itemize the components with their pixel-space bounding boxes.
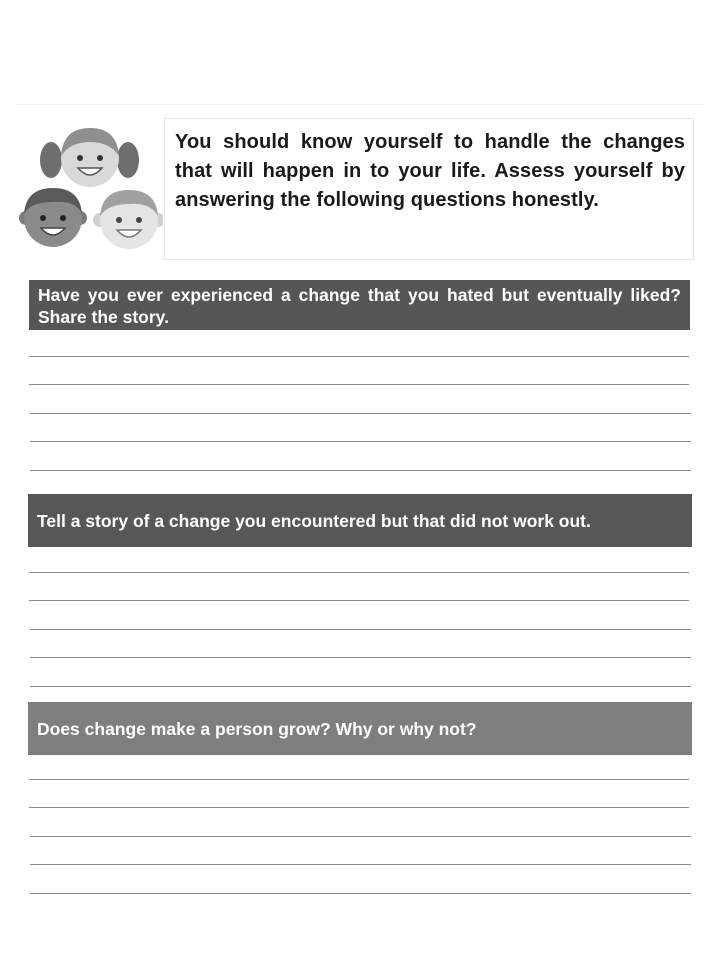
answer-line — [30, 413, 691, 414]
answer-line — [29, 600, 689, 601]
answer-line — [29, 779, 689, 780]
answer-line — [30, 686, 691, 687]
question-1-bar — [29, 280, 690, 330]
answer-line — [29, 572, 689, 573]
page-top-edge — [16, 104, 704, 105]
intro-text: You should know yourself to handle the changes that will happen in to your life. Assess yourself by answering the following questions honestly. — [175, 131, 685, 211]
question-3-text: Does change make a person grow? Why or why not? — [37, 718, 477, 739]
question-2-bar — [28, 494, 692, 547]
boy-face-icon — [19, 188, 87, 247]
answer-line — [30, 441, 691, 442]
answer-line — [29, 384, 689, 385]
question-1-text: Have you ever experienced a change that you hated but eventually liked? Share the story. — [38, 285, 681, 327]
answer-line — [30, 470, 691, 471]
answer-line — [30, 836, 691, 837]
answer-line — [30, 657, 691, 658]
boy-face-light-icon — [93, 190, 163, 249]
question-3-bar — [28, 702, 692, 755]
answer-line — [30, 864, 691, 865]
answer-line — [29, 807, 689, 808]
question-2-text: Tell a story of a change you encountered but that did not work out. — [37, 510, 591, 531]
three-children-faces-icon — [18, 122, 163, 254]
answer-line — [29, 356, 689, 357]
answer-line — [30, 893, 691, 894]
girl-face-icon — [40, 128, 139, 187]
answer-line — [30, 629, 691, 630]
